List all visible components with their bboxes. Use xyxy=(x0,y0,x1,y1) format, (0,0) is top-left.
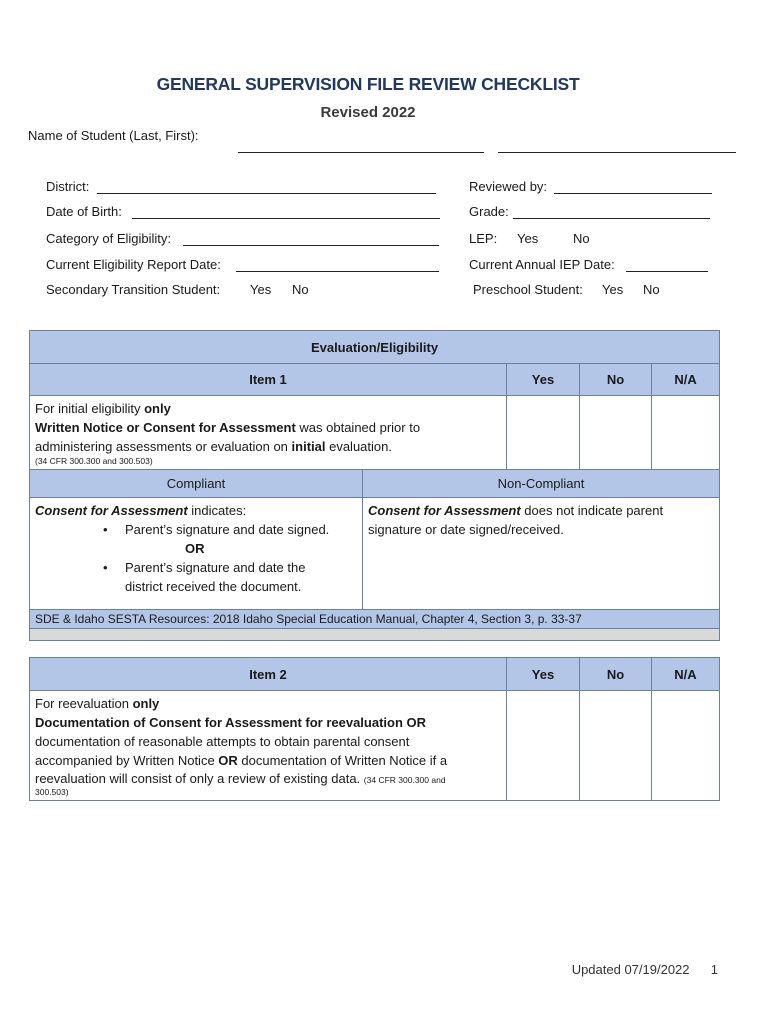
footer-updated: Updated 07/19/2022 xyxy=(571,962,690,977)
item1-text-3: administering assessments or evaluation on xyxy=(35,439,292,454)
item2-yes-cell[interactable] xyxy=(507,691,580,801)
page-number: 1 xyxy=(710,962,718,977)
reviewed-by-field[interactable] xyxy=(554,193,712,194)
item2-citation-a: (34 CFR 300.300 and xyxy=(363,775,446,785)
item2-text-4-post: documentation of Written Notice if a xyxy=(237,753,448,768)
student-last-name-field[interactable] xyxy=(238,152,484,153)
iep-date-label: Current Annual IEP Date: xyxy=(469,257,615,272)
lep-yes-option[interactable]: Yes xyxy=(517,231,539,246)
compliant-header: Compliant xyxy=(30,470,363,498)
resources-row: SDE & Idaho SESTA Resources: 2018 Idaho Special Education Manual, Chapter 4, Section 3, p. 33-37 xyxy=(30,610,720,629)
compliant-lead: indicates: xyxy=(187,503,247,518)
lep-no-option[interactable]: No xyxy=(573,231,590,246)
item1-no-header: No xyxy=(580,364,652,396)
item2-text-4: accompanied by Written Notice xyxy=(35,753,219,768)
spacer-row xyxy=(30,629,720,641)
noncompliant-text-2: signature or date signed/received. xyxy=(368,522,564,537)
item2-text-5: reevaluation will consist of only a review of existing data. xyxy=(35,771,361,786)
compliant-bullet-2: • Parent’s signature and date the district received the document. xyxy=(103,560,306,594)
dob-label: Date of Birth: xyxy=(46,204,122,219)
preschool-no-option[interactable]: No xyxy=(643,282,660,297)
noncompliant-text: does not indicate parent xyxy=(520,503,664,518)
noncompliant-cell xyxy=(363,498,720,610)
item1-header: Item 1 xyxy=(30,364,507,396)
secondary-no-option[interactable]: No xyxy=(292,282,309,297)
item2-header: Item 2 xyxy=(30,658,507,691)
item1-yes-cell[interactable] xyxy=(507,396,580,470)
report-date-label: Current Eligibility Report Date: xyxy=(46,257,221,272)
compliant-lead-bold: Consent for Assessment xyxy=(35,503,188,518)
page-subtitle: Revised 2022 xyxy=(320,104,416,121)
item1-text-2-bold: Written Notice or Consent for Assessment xyxy=(35,420,296,435)
item2-text-2: Documentation of Consent for Assessment for reevaluation OR xyxy=(35,715,427,730)
preschool-label: Preschool Student: xyxy=(473,282,583,297)
page-title: GENERAL SUPERVISION FILE REVIEW CHECKLIST xyxy=(156,74,580,94)
report-date-field[interactable] xyxy=(236,271,439,272)
compliant-or: OR xyxy=(185,541,205,556)
item1-description xyxy=(30,396,507,470)
item2-table xyxy=(29,657,720,801)
lep-label: LEP: xyxy=(469,231,498,246)
secondary-yes-option[interactable]: Yes xyxy=(250,282,272,297)
item1-text-2: was obtained prior to xyxy=(295,420,421,435)
item1-text-3-post: evaluation. xyxy=(325,439,392,454)
section-title: Evaluation/Eligibility xyxy=(30,331,720,364)
evaluation-eligibility-table xyxy=(29,330,720,641)
reviewed-by-label: Reviewed by: xyxy=(469,179,548,194)
item2-yes-header: Yes xyxy=(507,658,580,691)
item2-no-header: No xyxy=(580,658,652,691)
item2-text-4-bold: OR xyxy=(218,753,238,768)
item1-yes-header: Yes xyxy=(507,364,580,396)
footer xyxy=(572,962,718,977)
item2-citation-b: 300.503) xyxy=(35,787,69,797)
student-first-name-field[interactable] xyxy=(498,152,736,153)
category-label: Category of Eligibility: xyxy=(46,231,171,246)
district-field[interactable] xyxy=(97,193,436,194)
item1-text-1-bold: only xyxy=(144,401,171,416)
item2-text-1-bold: only xyxy=(132,696,160,711)
noncompliant-header: Non-Compliant xyxy=(363,470,720,498)
district-label: District: xyxy=(46,179,90,194)
item2-na-header: N/A xyxy=(652,658,720,691)
dob-field[interactable] xyxy=(132,218,440,219)
item2-text-1: For reevaluation xyxy=(35,696,133,711)
item1-text-1: For initial eligibility xyxy=(35,401,145,416)
compliant-bullet-1: • Parent’s signature and date signed. xyxy=(103,522,330,537)
item1-citation: (34 CFR 300.300 and 300.503) xyxy=(35,456,153,466)
item2-no-cell[interactable] xyxy=(580,691,652,801)
noncompliant-bold: Consent for Assessment xyxy=(368,503,521,518)
student-name-label: Name of Student (Last, First): xyxy=(28,128,199,143)
grade-field[interactable] xyxy=(513,218,710,219)
compliant-cell xyxy=(30,498,363,610)
secondary-transition-label: Secondary Transition Student: xyxy=(46,282,221,297)
item1-no-cell[interactable] xyxy=(580,396,652,470)
category-field[interactable] xyxy=(183,245,439,246)
item2-text-3: documentation of reasonable attempts to obtain parental consent xyxy=(35,734,410,749)
item2-na-cell[interactable] xyxy=(652,691,720,801)
preschool-yes-option[interactable]: Yes xyxy=(602,282,624,297)
grade-label: Grade: xyxy=(469,204,509,219)
item1-text-3-bold: initial xyxy=(291,439,326,454)
item1-na-header: N/A xyxy=(652,364,720,396)
item1-na-cell[interactable] xyxy=(652,396,720,470)
item2-description xyxy=(30,691,507,801)
iep-date-field[interactable] xyxy=(626,271,708,272)
